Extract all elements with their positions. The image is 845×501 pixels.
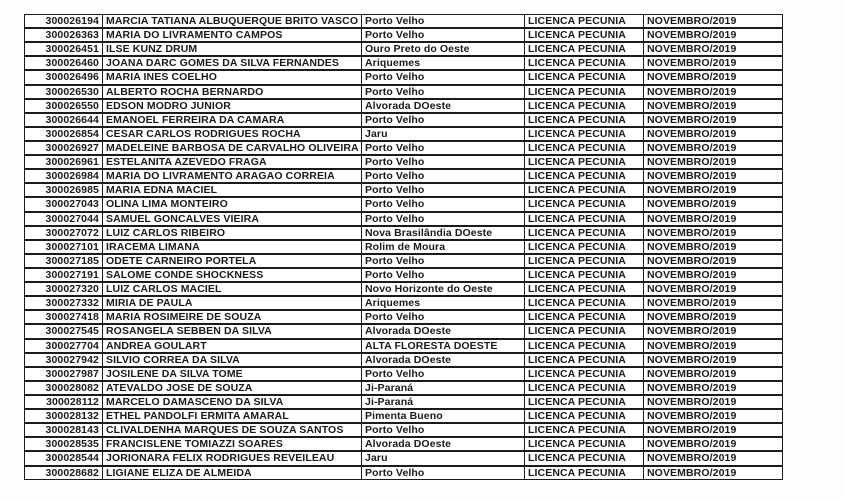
- table-cell-id: 300027072: [25, 227, 103, 239]
- table-cell-city: Rolim de Moura: [362, 241, 525, 253]
- table-cell-city: Porto Velho: [362, 142, 525, 154]
- table-cell-type: LICENCA PECUNIA: [525, 297, 644, 309]
- table-cell-id: 300027320: [25, 283, 103, 295]
- table-cell-id: 300028682: [25, 467, 103, 479]
- table-cell-period: NOVEMBRO/2019: [647, 113, 737, 126]
- table-cell-id: 300026550: [25, 100, 103, 112]
- table-row: [24, 268, 783, 282]
- table-cell-type: LICENCA PECUNIA: [525, 213, 644, 225]
- table-cell-type: LICENCA PECUNIA: [525, 452, 644, 464]
- table-cell-period: NOVEMBRO/2019: [647, 71, 737, 84]
- table-cell-type: LICENCA PECUNIA: [525, 100, 644, 112]
- table-cell-type: LICENCA PECUNIA: [525, 86, 644, 98]
- table-row: [24, 14, 783, 28]
- table-cell-type: LICENCA PECUNIA: [525, 311, 644, 323]
- table-cell-name: JOSILENE DA SILVA TOME: [103, 368, 362, 380]
- table-cell-type: LICENCA PECUNIA: [525, 396, 644, 408]
- table-cell-period: NOVEMBRO/2019: [647, 325, 737, 338]
- table-cell-period: NOVEMBRO/2019: [647, 85, 737, 98]
- table-cell-city: Ji-Paraná: [362, 396, 525, 408]
- table-row: [24, 409, 783, 423]
- table-cell-name: SILVIO CORREA DA SILVA: [103, 354, 362, 366]
- table-row: [24, 70, 783, 84]
- table-row: [24, 353, 783, 367]
- table-row: [24, 466, 783, 480]
- table-cell-id: 300027418: [25, 311, 103, 323]
- table-cell-city: ALTA FLORESTA DOESTE: [362, 340, 525, 352]
- table-cell-id: 300026927: [25, 142, 103, 154]
- table-cell-city: Porto Velho: [362, 467, 525, 479]
- table-cell-name: MARCIA TATIANA ALBUQUERQUE BRITO VASCO: [103, 15, 362, 27]
- table-row: [24, 282, 783, 296]
- table-row: [24, 85, 783, 99]
- table-cell-name: ETHEL PANDOLFI ERMITA AMARAL: [103, 410, 362, 422]
- table-row: [24, 99, 783, 113]
- table-cell-type: LICENCA PECUNIA: [525, 424, 644, 436]
- table-cell-city: Porto Velho: [362, 86, 525, 98]
- table-cell-city: Porto Velho: [362, 368, 525, 380]
- table-row: [24, 127, 783, 141]
- table-cell-type: LICENCA PECUNIA: [525, 156, 644, 168]
- table-cell-city: Alvorada DOeste: [362, 100, 525, 112]
- table-cell-name: MADELEINE BARBOSA DE CARVALHO OLIVEIRA: [103, 142, 362, 154]
- table-row: [24, 324, 783, 338]
- table-cell-period: NOVEMBRO/2019: [647, 198, 737, 211]
- table-cell-city: Porto Velho: [362, 170, 525, 182]
- table-row: [24, 254, 783, 268]
- table-cell-period: NOVEMBRO/2019: [647, 29, 737, 42]
- table-cell-id: 300027704: [25, 340, 103, 352]
- table-cell-id: 300026961: [25, 156, 103, 168]
- table-row: [24, 42, 783, 56]
- table-row: [24, 451, 783, 465]
- table-cell-id: 300028535: [25, 438, 103, 450]
- table-cell-city: Jaru: [362, 452, 525, 464]
- table-cell-city: Ariquemes: [362, 297, 525, 309]
- table-cell-type: LICENCA PECUNIA: [525, 269, 644, 281]
- table-cell-city: Porto Velho: [362, 255, 525, 267]
- table-cell-period: NOVEMBRO/2019: [647, 396, 737, 408]
- table-cell-name: MARIA INES COELHO: [103, 71, 362, 83]
- table-cell-period: NOVEMBRO/2019: [647, 452, 737, 465]
- table-cell-period: NOVEMBRO/2019: [647, 297, 737, 310]
- table-cell-name: EMANOEL FERREIRA DA CAMARA: [103, 114, 362, 126]
- table-cell-name: CLIVALDENHA MARQUES DE SOUZA SANTOS: [103, 424, 362, 436]
- table-cell-city: Alvorada DOeste: [362, 325, 525, 337]
- table-cell-type: LICENCA PECUNIA: [525, 227, 644, 239]
- table-row: [24, 155, 783, 169]
- table-cell-type: LICENCA PECUNIA: [525, 43, 644, 55]
- table-cell-period: NOVEMBRO/2019: [647, 212, 737, 225]
- table-cell-name: SAMUEL GONCALVES VIEIRA: [103, 213, 362, 225]
- table-cell-id: 300027191: [25, 269, 103, 281]
- table-cell-type: LICENCA PECUNIA: [525, 15, 644, 27]
- table-cell-name: ALBERTO ROCHA BERNARDO: [103, 86, 362, 98]
- table-cell-city: Novo Horizonte do Oeste: [362, 283, 525, 295]
- table-cell-city: Porto Velho: [362, 71, 525, 83]
- table-cell-period: NOVEMBRO/2019: [647, 57, 737, 70]
- table-cell-id: 300026984: [25, 170, 103, 182]
- table-cell-city: Nova Brasilândia DOeste: [362, 227, 525, 239]
- table-cell-city: Porto Velho: [362, 198, 525, 210]
- table-cell-type: LICENCA PECUNIA: [525, 382, 644, 394]
- table-cell-type: LICENCA PECUNIA: [525, 29, 644, 41]
- table-cell-period: NOVEMBRO/2019: [647, 381, 737, 394]
- table-cell-period: NOVEMBRO/2019: [647, 15, 737, 28]
- table-cell-name: ODETE CARNEIRO PORTELA: [103, 255, 362, 267]
- table-row: [24, 28, 783, 42]
- table-cell-period: NOVEMBRO/2019: [647, 283, 737, 296]
- table-cell-period: NOVEMBRO/2019: [647, 339, 737, 352]
- table-cell-city: Porto Velho: [362, 269, 525, 281]
- table-cell-period: NOVEMBRO/2019: [647, 424, 737, 437]
- table-row: [24, 141, 783, 155]
- table-cell-name: ROSANGELA SEBBEN DA SILVA: [103, 325, 362, 337]
- table-cell-city: Porto Velho: [362, 15, 525, 27]
- table-cell-id: 300026644: [25, 114, 103, 126]
- table-cell-name: MARIA DO LIVRAMENTO CAMPOS: [103, 29, 362, 41]
- table-cell-type: LICENCA PECUNIA: [525, 170, 644, 182]
- table-cell-type: LICENCA PECUNIA: [525, 340, 644, 352]
- table-cell-name: LIGIANE ELIZA DE ALMEIDA: [103, 467, 362, 479]
- table-row: [24, 381, 783, 395]
- table-cell-city: Porto Velho: [362, 184, 525, 196]
- table-cell-name: FRANCISLENE TOMIAZZI SOARES: [103, 438, 362, 450]
- table-cell-city: Porto Velho: [362, 114, 525, 126]
- table-cell-city: Porto Velho: [362, 311, 525, 323]
- table-cell-id: 300028143: [25, 424, 103, 436]
- table-cell-period: NOVEMBRO/2019: [647, 410, 737, 423]
- table-cell-city: Porto Velho: [362, 29, 525, 41]
- table-cell-city: Ji-Paraná: [362, 382, 525, 394]
- table-cell-city: Jaru: [362, 128, 525, 140]
- table-cell-type: LICENCA PECUNIA: [525, 410, 644, 422]
- table-cell-period: NOVEMBRO/2019: [647, 99, 737, 112]
- table-cell-period: NOVEMBRO/2019: [647, 170, 737, 183]
- table-cell-name: LUIZ CARLOS MACIEL: [103, 283, 362, 295]
- table-cell-id: 300028082: [25, 382, 103, 394]
- table-cell-name: OLINA LIMA MONTEIRO: [103, 198, 362, 210]
- table-cell-period: NOVEMBRO/2019: [647, 438, 737, 451]
- table-cell-type: LICENCA PECUNIA: [525, 198, 644, 210]
- table-cell-period: NOVEMBRO/2019: [647, 367, 737, 380]
- table-row: [24, 56, 783, 70]
- table-cell-type: LICENCA PECUNIA: [525, 438, 644, 450]
- table-cell-period: NOVEMBRO/2019: [647, 226, 737, 239]
- table-cell-id: 300028544: [25, 452, 103, 464]
- table-cell-name: MARIA ROSIMEIRE DE SOUZA: [103, 311, 362, 323]
- table-cell-id: 300026363: [25, 29, 103, 41]
- table-row: [24, 183, 783, 197]
- table-cell-name: ATEVALDO JOSE DE SOUZA: [103, 382, 362, 394]
- table-cell-city: Ouro Preto do Oeste: [362, 43, 525, 55]
- table-cell-period: NOVEMBRO/2019: [647, 353, 737, 366]
- table-cell-type: LICENCA PECUNIA: [525, 184, 644, 196]
- table-cell-id: 300027987: [25, 368, 103, 380]
- table-cell-city: Porto Velho: [362, 424, 525, 436]
- table-row: [24, 296, 783, 310]
- table-cell-id: 300026496: [25, 71, 103, 83]
- table-cell-period: NOVEMBRO/2019: [647, 43, 737, 56]
- table-cell-id: 300026530: [25, 86, 103, 98]
- table-cell-id: 300026460: [25, 57, 103, 69]
- table-row: [24, 339, 783, 353]
- records-table: [24, 14, 783, 480]
- table-row: [24, 212, 783, 226]
- table-cell-type: LICENCA PECUNIA: [525, 241, 644, 253]
- table-cell-name: MARCELO DAMASCENO DA SILVA: [103, 396, 362, 408]
- table-cell-id: 300027942: [25, 354, 103, 366]
- table-cell-city: Porto Velho: [362, 213, 525, 225]
- table-cell-period: NOVEMBRO/2019: [647, 240, 737, 253]
- table-row: [24, 113, 783, 127]
- table-cell-id: 300027043: [25, 198, 103, 210]
- table-row: [24, 423, 783, 437]
- table-cell-type: LICENCA PECUNIA: [525, 114, 644, 126]
- table-cell-name: LUIZ CARLOS RIBEIRO: [103, 227, 362, 239]
- table-cell-id: 300028112: [25, 396, 103, 408]
- table-cell-id: 300026985: [25, 184, 103, 196]
- table-cell-period: NOVEMBRO/2019: [647, 142, 737, 155]
- table-cell-name: MARIA DO LIVRAMENTO ARAGAO CORREIA: [103, 170, 362, 182]
- table-cell-type: LICENCA PECUNIA: [525, 128, 644, 140]
- table-cell-city: Pimenta Bueno: [362, 410, 525, 422]
- table-cell-type: LICENCA PECUNIA: [525, 467, 644, 479]
- table-row: [24, 310, 783, 324]
- table-cell-name: JORIONARA FELIX RODRIGUES REVEILEAU: [103, 452, 362, 464]
- table-cell-type: LICENCA PECUNIA: [525, 142, 644, 154]
- table-cell-type: LICENCA PECUNIA: [525, 325, 644, 337]
- table-cell-name: ANDREA GOULART: [103, 340, 362, 352]
- table-cell-city: Alvorada DOeste: [362, 354, 525, 366]
- table-cell-period: NOVEMBRO/2019: [647, 269, 737, 282]
- table-cell-id: 300026854: [25, 128, 103, 140]
- table-cell-name: CESAR CARLOS RODRIGUES ROCHA: [103, 128, 362, 140]
- table-cell-city: Porto Velho: [362, 156, 525, 168]
- table-cell-id: 300027545: [25, 325, 103, 337]
- table-cell-id: 300026451: [25, 43, 103, 55]
- table-cell-period: NOVEMBRO/2019: [647, 466, 737, 479]
- table-row: [24, 226, 783, 240]
- table-cell-name: MARIA EDNA MACIEL: [103, 184, 362, 196]
- table-cell-city: Ariquemes: [362, 57, 525, 69]
- table-cell-period: NOVEMBRO/2019: [647, 156, 737, 169]
- table-row: [24, 240, 783, 254]
- table-row: [24, 437, 783, 451]
- table-cell-type: LICENCA PECUNIA: [525, 71, 644, 83]
- table-row: [24, 395, 783, 409]
- table-cell-id: 300027332: [25, 297, 103, 309]
- table-cell-name: IRACEMA LIMANA: [103, 241, 362, 253]
- table-cell-name: SALOME CONDE SHOCKNESS: [103, 269, 362, 281]
- table-row: [24, 367, 783, 381]
- table-cell-type: LICENCA PECUNIA: [525, 283, 644, 295]
- table-cell-period: NOVEMBRO/2019: [647, 254, 737, 267]
- table-cell-type: LICENCA PECUNIA: [525, 255, 644, 267]
- table-cell-name: MIRIA DE PAULA: [103, 297, 362, 309]
- table-row: [24, 169, 783, 183]
- table-cell-id: 300028132: [25, 410, 103, 422]
- table-cell-name: EDSON MODRO JUNIOR: [103, 100, 362, 112]
- table-cell-type: LICENCA PECUNIA: [525, 57, 644, 69]
- table-cell-period: NOVEMBRO/2019: [647, 184, 737, 197]
- table-cell-name: ILSE KUNZ DRUM: [103, 43, 362, 55]
- table-cell-name: JOANA DARC GOMES DA SILVA FERNANDES: [103, 57, 362, 69]
- table-cell-type: LICENCA PECUNIA: [525, 368, 644, 380]
- table-cell-id: 300027044: [25, 213, 103, 225]
- table-cell-id: 300026194: [25, 15, 103, 27]
- table-cell-type: LICENCA PECUNIA: [525, 354, 644, 366]
- table-cell-id: 300027185: [25, 255, 103, 267]
- table-cell-period: NOVEMBRO/2019: [647, 127, 737, 140]
- table-cell-city: Alvorada DOeste: [362, 438, 525, 450]
- table-cell-id: 300027101: [25, 241, 103, 253]
- table-cell-name: ESTELANITA AZEVEDO FRAGA: [103, 156, 362, 168]
- table-row: [24, 197, 783, 211]
- table-cell-period: NOVEMBRO/2019: [647, 311, 737, 324]
